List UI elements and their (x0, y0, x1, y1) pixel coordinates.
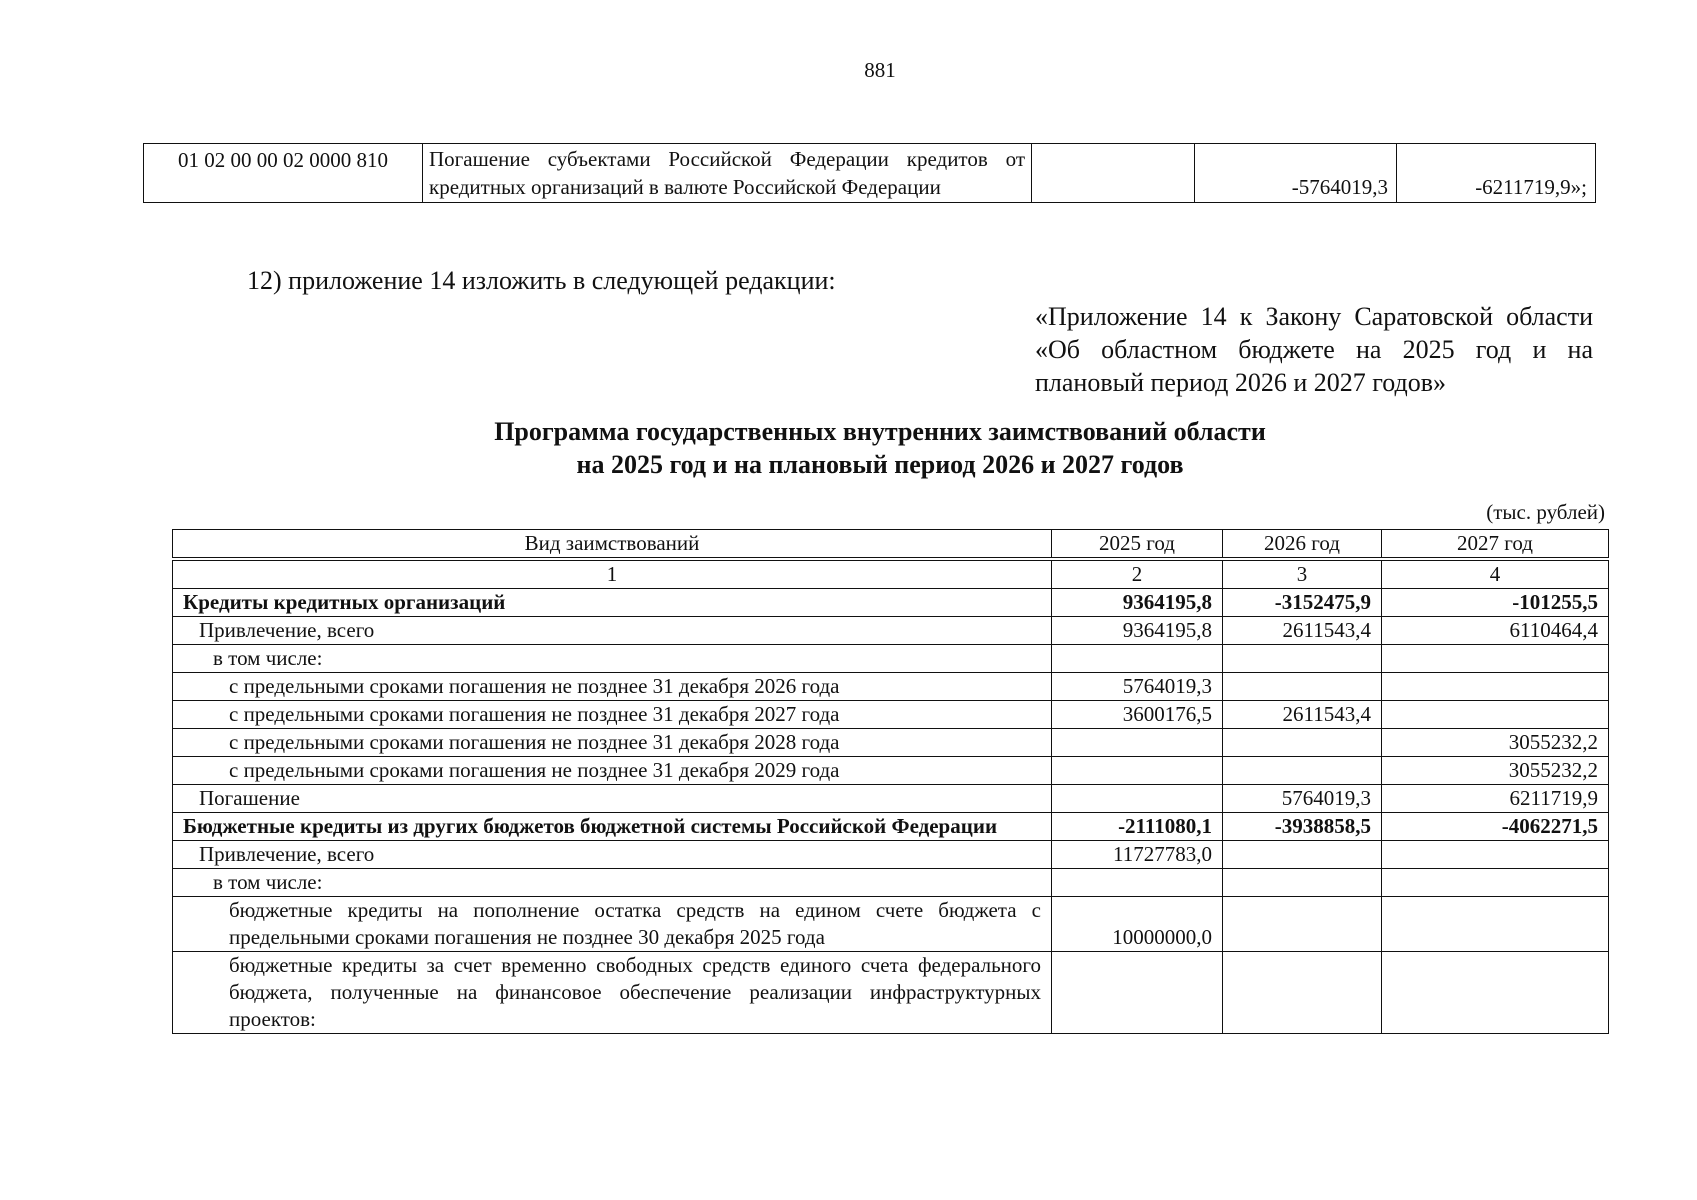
value-2025 (1052, 869, 1223, 897)
row-label: Привлечение, всего (173, 617, 1052, 645)
value-2025 (1052, 785, 1223, 813)
value-2027 (1382, 673, 1609, 701)
value-2025: 9364195,8 (1052, 617, 1223, 645)
value-2027 (1382, 869, 1609, 897)
value-cell: -6211719,9»; (1397, 144, 1596, 203)
table-row (144, 144, 1596, 203)
paragraph: 12) приложение 14 изложить в следующей редакции: (247, 266, 836, 295)
value-2027: -101255,5 (1382, 589, 1609, 617)
column-number: 4 (1382, 561, 1609, 589)
value-2026 (1223, 757, 1382, 785)
row-label: Кредиты кредитных организаций (173, 589, 1052, 617)
value-2027: 6211719,9 (1382, 785, 1609, 813)
column-number: 1 (173, 561, 1052, 589)
column-header: 2025 год (1052, 530, 1223, 558)
row-label: с предельными сроками погашения не позднее 31 декабря 2027 года (173, 701, 1052, 729)
table-row (173, 701, 1609, 729)
value-2027 (1382, 952, 1609, 1034)
value-cell (1032, 144, 1195, 203)
appendix-note: «Приложение 14 к Закону Саратовской области «Об областном бюджете на 2025 год и на плановый период 2026 и 2027 годов» (1035, 302, 1593, 397)
row-label: Привлечение, всего (173, 841, 1052, 869)
row-label: с предельными сроками погашения не позднее 31 декабря 2028 года (173, 729, 1052, 757)
value-2025: -2111080,1 (1052, 813, 1223, 841)
value-2025 (1052, 645, 1223, 673)
row-label: бюджетные кредиты за счет временно свободных средств единого счета федерального бюджета, полученные на финансовое обеспечение реализации инфраструктурных проектов: (173, 952, 1052, 1034)
row-description: Погашение субъектами Российской Федерации кредитов от кредитных организаций в валюте Российской Федерации (423, 144, 1032, 203)
units-label: (тыс. рублей) (1486, 500, 1605, 524)
value-2025 (1052, 952, 1223, 1034)
table-row (173, 813, 1609, 841)
value-2027 (1382, 897, 1609, 952)
value-2025: 5764019,3 (1052, 673, 1223, 701)
table-row (173, 869, 1609, 897)
value-2027: 3055232,2 (1382, 729, 1609, 757)
value-2026 (1223, 645, 1382, 673)
budget-code: 01 02 00 00 02 0000 810 (144, 144, 423, 203)
value-cell: -5764019,3 (1195, 144, 1397, 203)
value-2027: -4062271,5 (1382, 813, 1609, 841)
value-2025 (1052, 757, 1223, 785)
header-row (173, 530, 1609, 558)
row-label: с предельными сроками погашения не позднее 31 декабря 2026 года (173, 673, 1052, 701)
value-2025 (1052, 729, 1223, 757)
row-label: Бюджетные кредиты из других бюджетов бюджетной системы Российской Федерации (173, 813, 1052, 841)
row-label: Погашение (173, 785, 1052, 813)
title-line: на 2025 год и на плановый период 2026 и 2027 годов (576, 450, 1184, 479)
table-row (173, 729, 1609, 757)
value-2026 (1223, 869, 1382, 897)
column-header: Вид заимствований (173, 530, 1052, 558)
page-number: 881 (864, 58, 896, 82)
title-line: Программа государственных внутренних заимствований области (494, 417, 1266, 446)
value-2027 (1382, 841, 1609, 869)
value-2026 (1223, 673, 1382, 701)
table-row (173, 617, 1609, 645)
value-2026: 5764019,3 (1223, 785, 1382, 813)
column-number: 3 (1223, 561, 1382, 589)
value-2025: 11727783,0 (1052, 841, 1223, 869)
table-row (173, 757, 1609, 785)
column-header: 2026 год (1223, 530, 1382, 558)
table-row (173, 952, 1609, 1034)
value-2026 (1223, 897, 1382, 952)
page-title (0, 415, 1697, 481)
value-2027: 3055232,2 (1382, 757, 1609, 785)
row-label: в том числе: (173, 645, 1052, 673)
value-2026: 2611543,4 (1223, 617, 1382, 645)
row-label: бюджетные кредиты на пополнение остатка средств на едином счете бюджета с предельными сроками погашения не позднее 30 декабря 2025 года (173, 897, 1052, 952)
value-2026: -3152475,9 (1223, 589, 1382, 617)
value-2027 (1382, 701, 1609, 729)
value-2026 (1223, 952, 1382, 1034)
borrowing-table (172, 529, 1609, 1034)
value-2025: 9364195,8 (1052, 589, 1223, 617)
column-number-row (173, 561, 1609, 589)
value-2027: 6110464,4 (1382, 617, 1609, 645)
table-row (173, 645, 1609, 673)
column-header: 2027 год (1382, 530, 1609, 558)
value-2026: -3938858,5 (1223, 813, 1382, 841)
value-2025: 3600176,5 (1052, 701, 1223, 729)
table-row (173, 841, 1609, 869)
row-label: с предельными сроками погашения не позднее 31 декабря 2029 года (173, 757, 1052, 785)
value-2027 (1382, 645, 1609, 673)
table-row (173, 673, 1609, 701)
value-2026: 2611543,4 (1223, 701, 1382, 729)
value-2026 (1223, 841, 1382, 869)
continued-table (143, 143, 1596, 203)
table-row (173, 589, 1609, 617)
column-number: 2 (1052, 561, 1223, 589)
table-row (173, 897, 1609, 952)
row-label: в том числе: (173, 869, 1052, 897)
value-2026 (1223, 729, 1382, 757)
value-2025: 10000000,0 (1052, 897, 1223, 952)
table-row (173, 785, 1609, 813)
